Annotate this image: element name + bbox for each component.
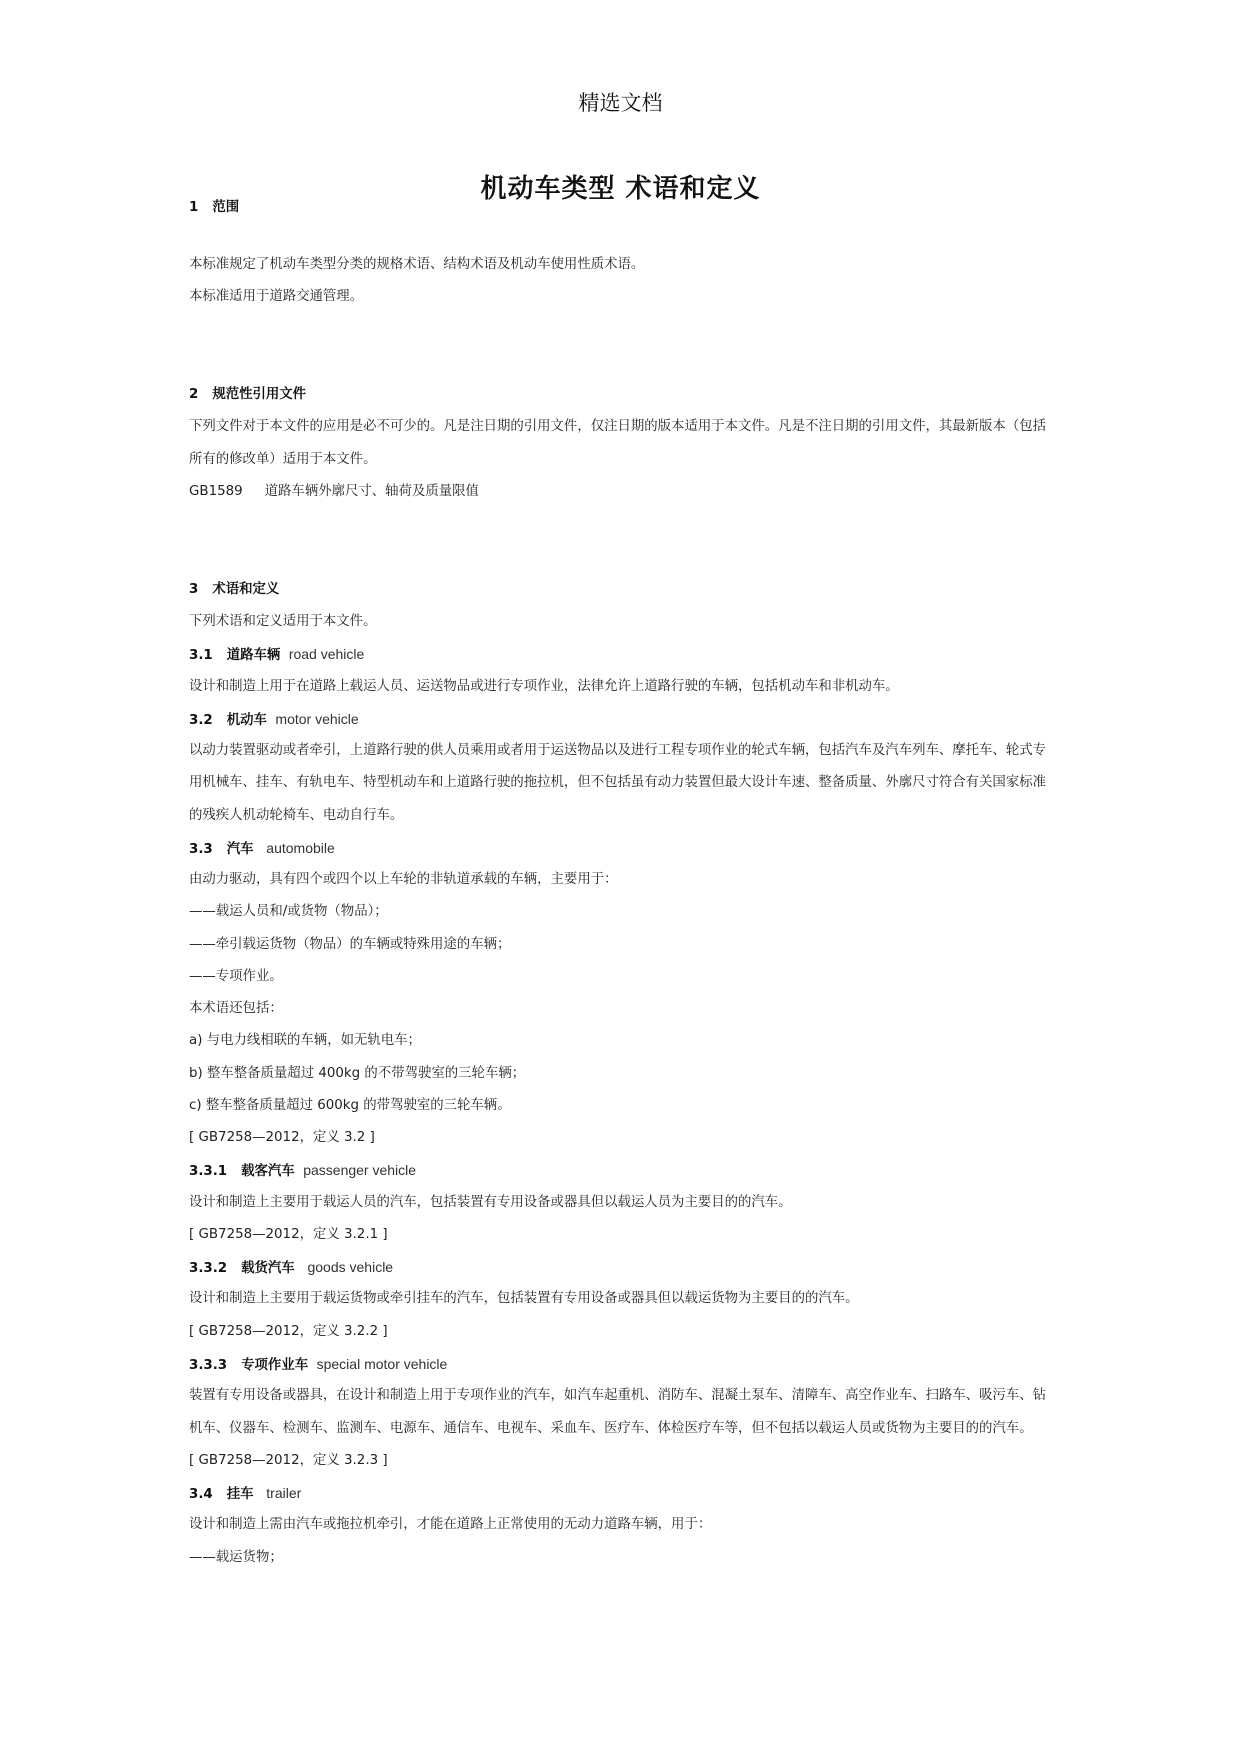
definition: 的残疾人机动轮椅车、电动自行车。 xyxy=(189,808,404,823)
list-item: a) 与电力线相联的车辆，如无轨电车； xyxy=(189,1033,421,1048)
term-english: goods vehicle xyxy=(307,1259,394,1275)
term-3-4 xyxy=(189,1483,1059,1505)
term-english: automobile xyxy=(266,840,335,856)
section-title: 范围 xyxy=(212,200,240,215)
term-chinese: 挂车 xyxy=(226,1487,254,1502)
source-citation: [ GB7258—2012，定义 3.2 ] xyxy=(189,1130,375,1145)
term-english: special motor vehicle xyxy=(316,1356,448,1372)
term-number: 3.3.3 xyxy=(189,1358,228,1373)
definition: 用机械车、挂车、有轨电车、特型机动车和上道路行驶的拖拉机，但不包括虽有动力装置但最大设计车速、整备质量、外廓尺寸符合有关国家标准 xyxy=(189,775,1046,790)
reference-code: GB1589 xyxy=(189,484,243,499)
term-3-3 xyxy=(189,838,1059,860)
section-number: 3 xyxy=(189,582,199,597)
term-number: 3.3 xyxy=(189,842,213,857)
term-chinese: 专项作业车 xyxy=(241,1358,309,1373)
paragraph: 所有的修改单）适用于本文件。 xyxy=(189,452,377,467)
list-item: b) 整车整备质量超过 400kg 的不带驾驶室的三轮车辆； xyxy=(189,1066,526,1081)
definition: 装置有专用设备或器具，在设计和制造上用于专项作业的汽车，如汽车起重机、消防车、混凝土泵车、清障车、高空作业车、扫路车、吸污车、钻 xyxy=(189,1388,1046,1403)
definition: 由动力驱动，具有四个或四个以上车轮的非轨道承载的车辆，主要用于： xyxy=(189,872,618,887)
paragraph: 本标准规定了机动车类型分类的规格术语、结构术语及机动车使用性质术语。 xyxy=(189,257,645,272)
source-citation: [ GB7258—2012，定义 3.2.3 ] xyxy=(189,1453,388,1468)
section-3-heading xyxy=(189,580,1059,600)
term-number: 3.3.2 xyxy=(189,1261,228,1276)
list-item: c) 整车整备质量超过 600kg 的带驾驶室的三轮车辆。 xyxy=(189,1098,511,1113)
paragraph: 本标准适用于道路交通管理。 xyxy=(189,289,364,304)
definition: 以动力装置驱动或者牵引，上道路行驶的供人员乘用或者用于运送物品以及进行工程专项作业的轮式车辆，包括汽车及汽车列车、摩托车、轮式专 xyxy=(189,743,1046,758)
document-title: 机动车类型 术语和定义 xyxy=(480,174,761,204)
term-number: 3.4 xyxy=(189,1487,213,1502)
definition: 机车、仪器车、检测车、监测车、电源车、通信车、电视车、采血车、医疗车、体检医疗车等，但不包括以载运人员或货物为主要目的的汽车。 xyxy=(189,1421,1033,1436)
paragraph: 下列文件对于本文件的应用是必不可少的。凡是注日期的引用文件，仅注日期的版本适用于本文件。凡是不注日期的引用文件，其最新版本（包括 xyxy=(189,419,1046,434)
list-item: ——牵引载运货物（物品）的车辆或特殊用途的车辆； xyxy=(189,937,511,952)
section-title: 规范性引用文件 xyxy=(212,387,307,402)
term-chinese: 机动车 xyxy=(226,713,267,728)
term-english: motor vehicle xyxy=(275,711,359,727)
term-number: 3.3.1 xyxy=(189,1164,228,1179)
term-chinese: 汽车 xyxy=(226,842,254,857)
term-3-2 xyxy=(189,709,1059,731)
section-number: 2 xyxy=(189,387,199,402)
source-citation: [ GB7258—2012，定义 3.2.1 ] xyxy=(189,1227,388,1242)
term-number: 3.2 xyxy=(189,713,213,728)
term-chinese: 载货汽车 xyxy=(241,1261,295,1276)
normative-reference xyxy=(189,482,1059,502)
term-3-3-3 xyxy=(189,1354,1059,1376)
section-number: 1 xyxy=(189,200,199,215)
section-2-heading xyxy=(189,385,1059,405)
paragraph: 本术语还包括： xyxy=(189,1001,283,1016)
list-item: ——专项作业。 xyxy=(189,969,283,984)
paragraph: 下列术语和定义适用于本文件。 xyxy=(189,614,377,629)
source-citation: [ GB7258—2012，定义 3.2.2 ] xyxy=(189,1324,388,1339)
term-english: trailer xyxy=(266,1485,302,1501)
definition: 设计和制造上需由汽车或拖拉机牵引，才能在道路上正常使用的无动力道路车辆，用于： xyxy=(189,1517,712,1532)
definition: 设计和制造上主要用于载运人员的汽车，包括装置有专用设备或器具但以载运人员为主要目的的汽车。 xyxy=(189,1195,792,1210)
list-item: ——载运人员和/或货物（物品）； xyxy=(189,904,388,919)
term-english: passenger vehicle xyxy=(303,1162,417,1178)
definition: 设计和制造上用于在道路上载运人员、运送物品或进行专项作业，法律允许上道路行驶的车辆，包括机动车和非机动车。 xyxy=(189,679,899,694)
term-3-3-2 xyxy=(189,1257,1059,1279)
term-3-3-1 xyxy=(189,1160,1059,1182)
term-chinese: 道路车辆 xyxy=(226,648,281,663)
term-3-1 xyxy=(189,644,1059,666)
definition: 设计和制造上主要用于载运货物或牵引挂车的汽车，包括装置有专用设备或器具但以载运货物为主要目的的汽车。 xyxy=(189,1291,859,1306)
section-1-heading xyxy=(189,198,1059,218)
page-header: 精选文档 xyxy=(578,91,663,115)
term-number: 3.1 xyxy=(189,648,213,663)
term-chinese: 载客汽车 xyxy=(241,1164,295,1179)
term-english: road vehicle xyxy=(288,646,365,662)
section-title: 术语和定义 xyxy=(212,582,280,597)
list-item: ——载运货物； xyxy=(189,1550,283,1565)
reference-title: 道路车辆外廓尺寸、轴荷及质量限值 xyxy=(264,484,479,499)
